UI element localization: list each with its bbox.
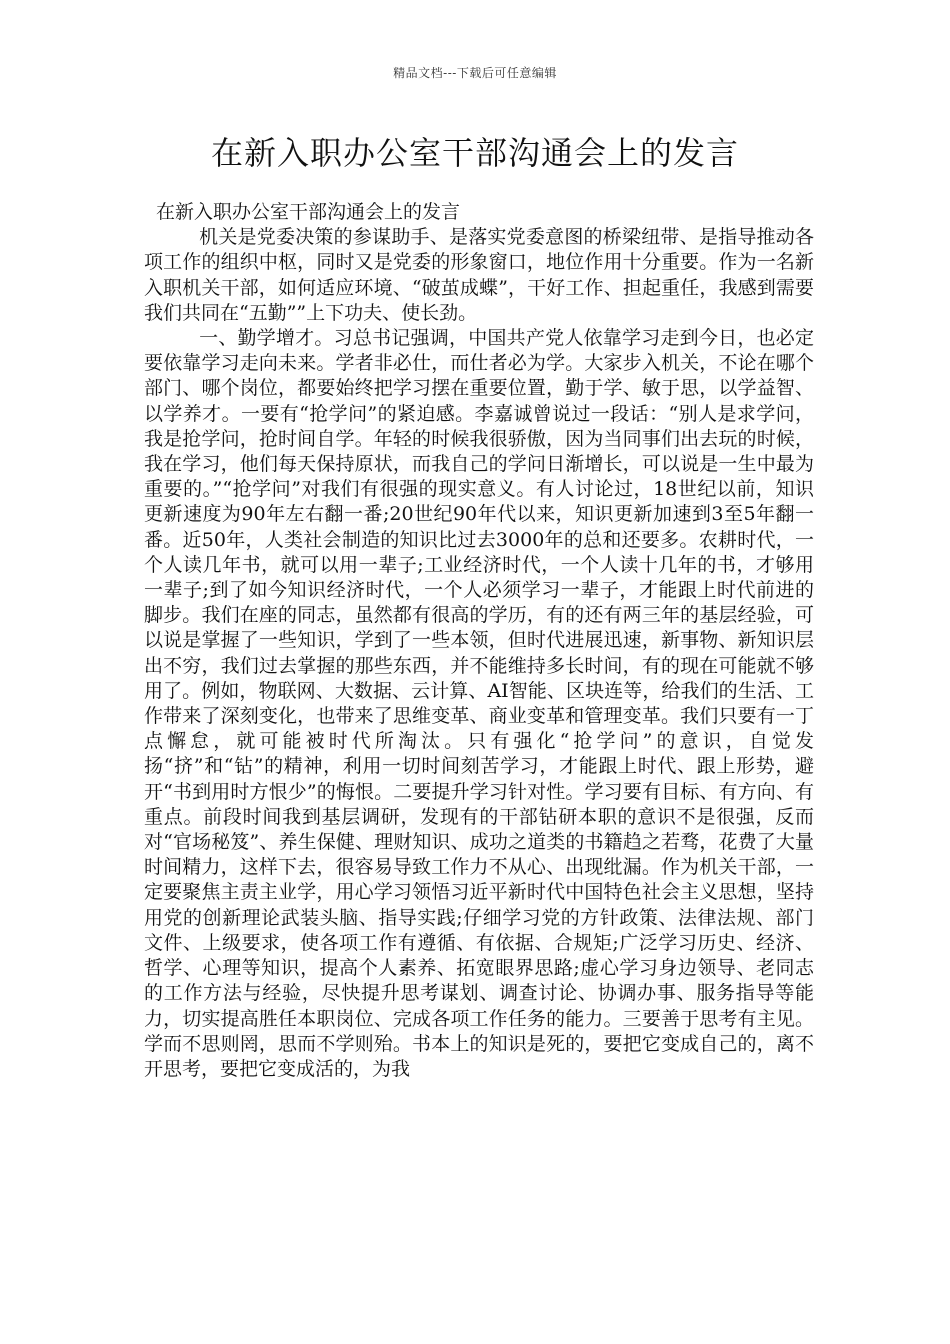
paragraph-intro: 机关是党委决策的参谋助手、是落实党委意图的桥梁纽带、是指导推动各项工作的组织中枢，同时又是党委的形象窗口，地位作用十分重要。作为一名新入职机关干部，如何适应环境、“破茧成蝶”，干好工作、担起重任，我感到需要我们共同在“五勤””上下功夫、使长劲。 <box>144 226 814 324</box>
document-body <box>144 200 814 1082</box>
document-subtitle: 在新入职办公室干部沟通会上的发言 <box>156 201 461 223</box>
page-title: 在新入职办公室干部沟通会上的发言 <box>210 134 739 172</box>
header-note: 精品文档---下载后可任意编辑 <box>393 66 557 80</box>
paragraph-section-one: 一、勤学增才。习总书记强调，中国共产党人依靠学习走到今日，也必定要依靠学习走向未来。学者非必仕，而仕者必为学。大家步入机关，不论在哪个部门、哪个岗位，都要始终把学习摆在重要位置，勤于学、敏于思，以学益智、以学养才。一要有“抢学问”的紧迫感。李嘉诚曾说过一段话：“别人是求学问，我是抢学问，抢时间自学。年轻的时候我很骄傲，因为当同事们出去玩的时候，我在学习，他们每天保持原状，而我自己的学问日渐增长，可以说是一生中最为重要的。”“抢学问”对我们有很强的现实意义。有人讨论过，18世纪以前，知识更新速度为90年左右翻一番;20世纪90年代以来，知识更新加速到3至5年翻一番。近50年，人类社会制造的知识比过去3000年的总和还要多。农耕时代，一个人读几年书，就可以用一辈子;工业经济时代，一个人读十几年的书，才够用一辈子;到了如今知识经济时代，一个人必须学习一辈子，才能跟上时代前进的脚步。我们在座的同志，虽然都有很高的学历，有的还有两三年的基层经验，可以说是掌握了一些知识，学到了一些本领，但时代进展迅速，新事物、新知识层出不穷，我们过去掌握的那些东西，并不能维持多长时间，有的现在可能就不够用了。例如，物联网、大数据、云计算、AI智能、区块连等，给我们的生活、工作带来了深刻变化，也带来了思维变革、商业变革和管理变革。我们只要有一丁点懈怠，就可能被时代所淘汰。只有强化“抢学问”的意识，自觉发扬“挤”和“钻”的精神，利用一切时间刻苦学习，才能跟上时代、跟上形势，避开“书到用时方恨少”的悔恨。二要提升学习针对性。学习要有目标、有方向、有重点。前段时间我到基层调研，发现有的干部钻研本职的意识不是很强，反而对“官场秘笈”、养生保健、理财知识、成功之道类的书籍趋之若骛，花费了大量时间精力，这样下去，很容易导致工作力不从心、出现纰漏。作为机关干部，一定要聚焦主责主业学，用心学习领悟习近平新时代中国特色社会主义思想，坚持用党的创新理论武装头脑、指导实践;仔细学习党的方针政策、法律法规、部门文件、上级要求，使各项工作有遵循、有依据、合规矩;广泛学习历史、经济、哲学、心理等知识，提高个人素养、拓宽眼界思路;虚心学习身边领导、老同志的工作方法与经验，尽快提升思考谋划、调查讨论、协调办事、服务指导等能力，切实提高胜任本职岗位、完成各项工作任务的能力。三要善于思考有主见。学而不思则罔，思而不学则殆。书本上的知识是死的，要把它变成自己的，离不开思考，要把它变成活的，为我 <box>144 327 814 1080</box>
